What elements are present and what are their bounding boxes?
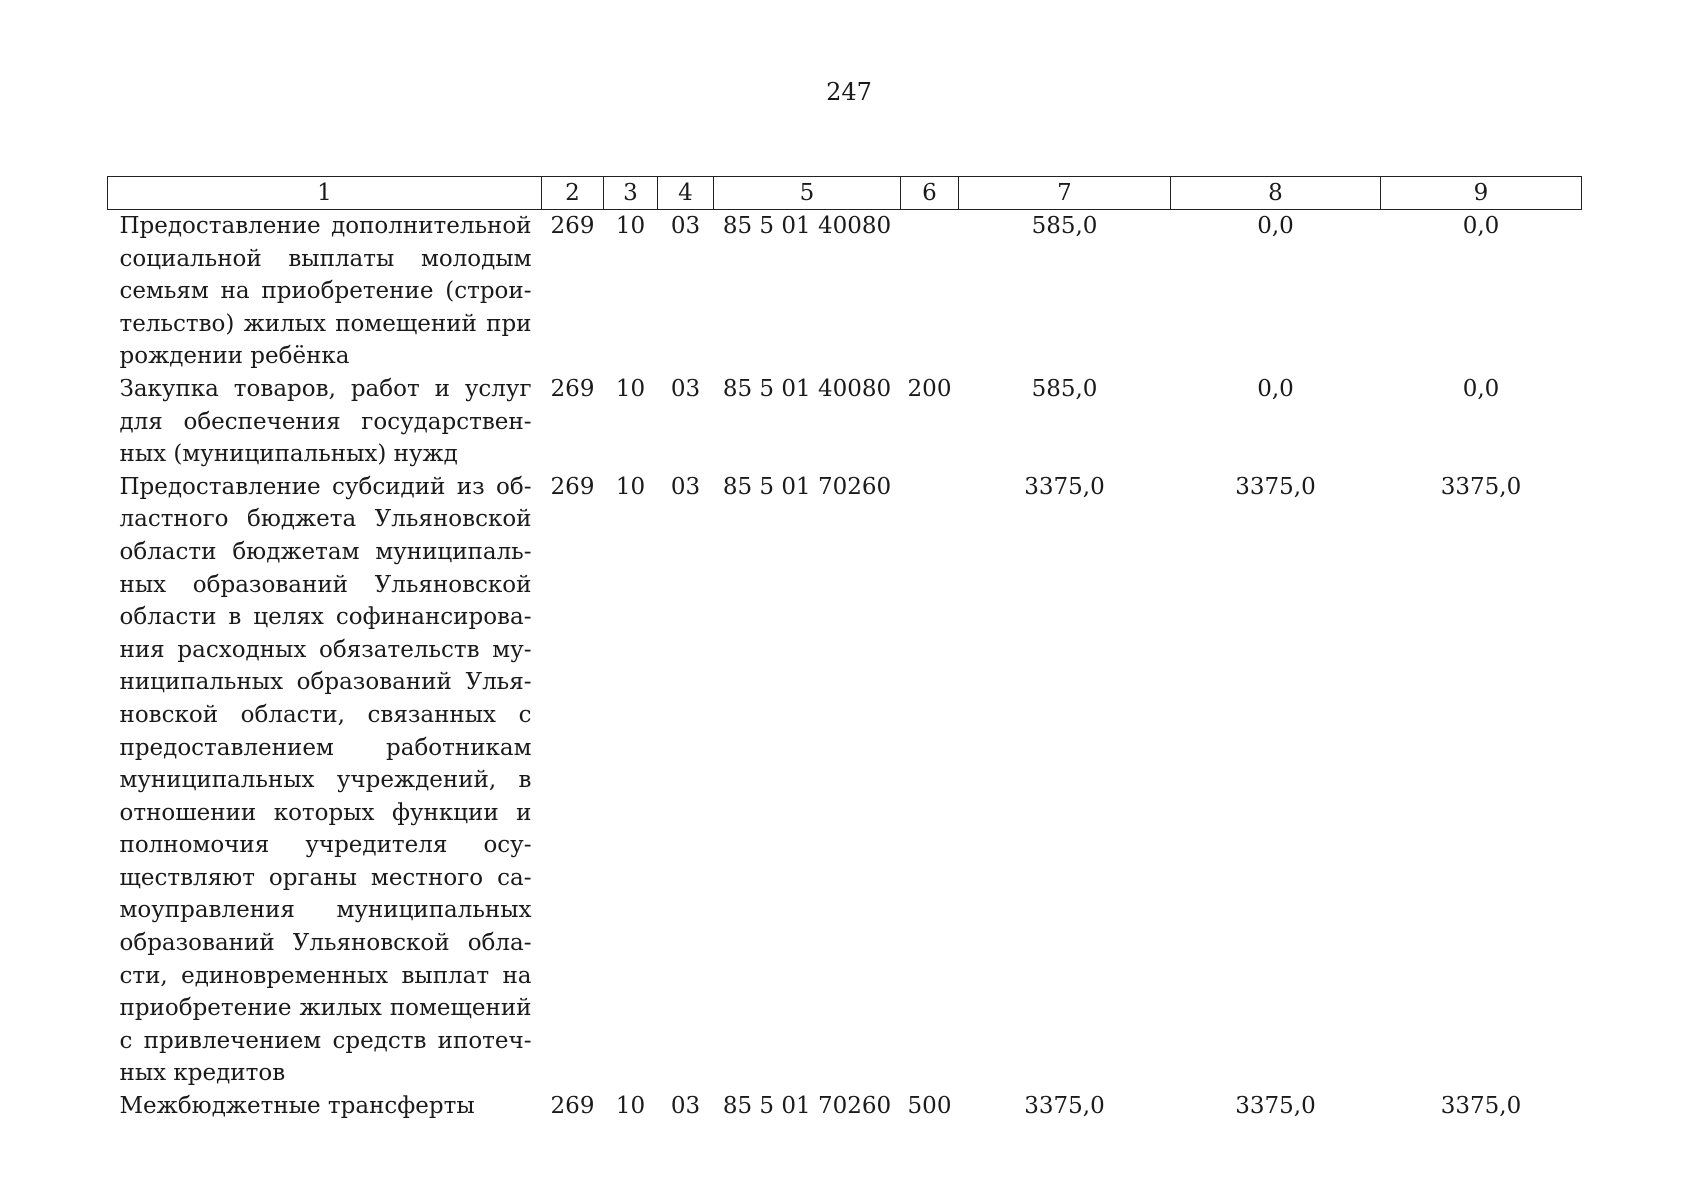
row-section-code: 10 — [615, 213, 646, 239]
row-subsection-code: 03 — [670, 473, 701, 500]
row-target-code: 85 5 01 40080 — [722, 213, 892, 239]
page-number: 247 — [826, 78, 872, 106]
row-amount-7: 3375,0 — [1024, 473, 1105, 500]
row-subsection-code: 03 — [670, 213, 701, 239]
table-row — [108, 373, 1582, 471]
row-target-code: 85 5 01 70260 — [722, 473, 892, 500]
row-ministry-code: 269 — [550, 213, 595, 239]
row-expense-type: 200 — [907, 375, 952, 402]
header-col-8: 8 — [1171, 177, 1381, 210]
table-row — [108, 1090, 1582, 1123]
row-name: Межбюджетные трансферты — [119, 1093, 475, 1120]
budget-table — [107, 176, 1582, 1123]
row-amount-8: 0,0 — [1257, 213, 1294, 239]
header-col-5: 5 — [714, 177, 901, 210]
row-section-code: 10 — [615, 473, 646, 500]
row-ministry-code: 269 — [550, 375, 595, 402]
row-amount-7: 3375,0 — [1024, 1093, 1105, 1120]
row-amount-8: 3375,0 — [1235, 473, 1316, 500]
row-expense-type — [901, 471, 959, 1090]
table-row — [108, 471, 1582, 1090]
table-header — [108, 177, 1582, 210]
row-subsection-code: 03 — [670, 375, 701, 402]
row-name: Предоставление дополнительной социальной выплаты молодым семьям на приобретение (строительство) жилых помещений при рождении ребёнка — [119, 213, 532, 370]
row-amount-7: 585,0 — [1031, 375, 1098, 402]
row-amount-8: 3375,0 — [1235, 1093, 1316, 1120]
row-amount-9: 3375,0 — [1440, 1093, 1522, 1120]
header-row — [108, 177, 1582, 210]
row-target-code: 85 5 01 40080 — [722, 375, 892, 402]
header-col-1: 1 — [108, 177, 542, 210]
header-col-4: 4 — [658, 177, 714, 210]
row-section-code: 10 — [615, 1093, 646, 1120]
row-name: Предоставление субсидий из областного бюджета Ульяновской области бюджетам муниципальных образований Ульяновской области в целях софинансирования расходных обязательств муниципальных образований Ульяновской области, связанных с предоставлением работникам муниципальных учреждений, в отношении которых функции и полномочия учредителя осуществляют органы местного самоуправления муниципальных образований Ульяновской области, единовременных выплат на приобретение жилых помещений с привлечением средств ипотечных кредитов — [119, 473, 532, 1087]
table-row — [108, 210, 1582, 373]
row-amount-9: 0,0 — [1462, 213, 1500, 239]
row-subsection-code: 03 — [670, 1093, 701, 1120]
row-ministry-code: 269 — [550, 473, 595, 500]
row-amount-7: 585,0 — [1031, 213, 1098, 239]
row-amount-9: 3375,0 — [1440, 473, 1522, 500]
header-col-2: 2 — [542, 177, 604, 210]
row-expense-type: 500 — [907, 1093, 952, 1120]
row-target-code: 85 5 01 70260 — [722, 1093, 892, 1120]
row-amount-8: 0,0 — [1257, 375, 1294, 402]
header-col-7: 7 — [959, 177, 1171, 210]
row-section-code: 10 — [615, 375, 646, 402]
header-col-9: 9 — [1381, 177, 1582, 210]
header-col-3: 3 — [604, 177, 658, 210]
table-body — [108, 210, 1582, 1123]
row-expense-type — [901, 210, 959, 373]
header-col-6: 6 — [901, 177, 959, 210]
row-ministry-code: 269 — [550, 1093, 595, 1120]
row-amount-9: 0,0 — [1462, 375, 1500, 402]
row-name: Закупка товаров, работ и услуг для обеспечения государственных (муниципальных) нужд — [119, 375, 532, 468]
